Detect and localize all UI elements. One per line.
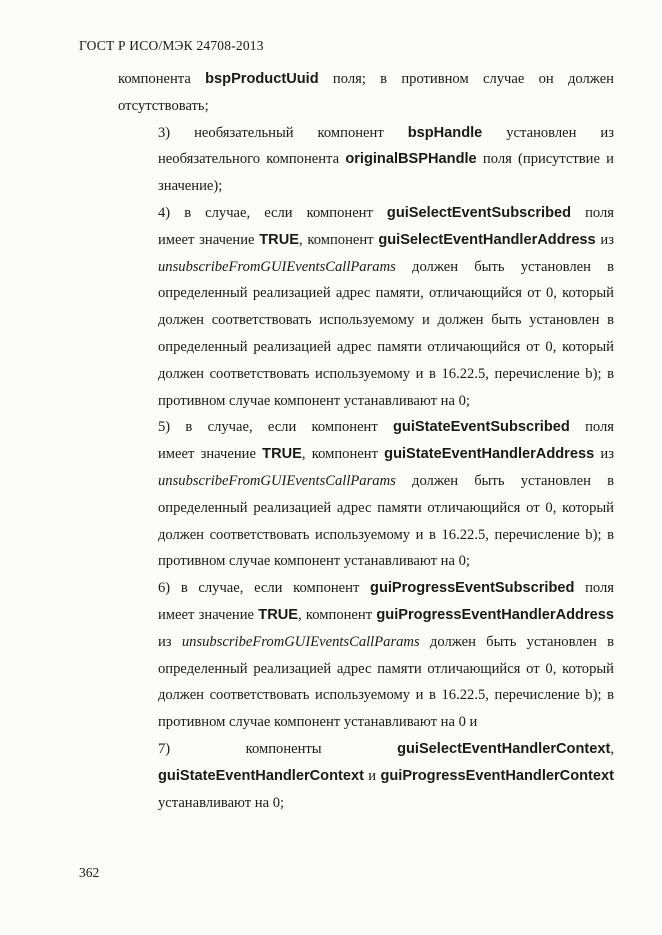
text-run: имеет значение [158, 446, 263, 463]
text-line [118, 307, 614, 334]
text-run: 4) в случае, если компонент [158, 204, 387, 221]
text-run: устанавливают на 0; [158, 794, 285, 811]
code-identifier: guiSelectEventHandlerAddress [378, 231, 596, 248]
text-line [118, 173, 614, 200]
text-run: поля [574, 580, 614, 597]
text-run: , компонент [301, 446, 385, 463]
paragraph-item-3 [118, 120, 614, 200]
text-line [118, 602, 614, 629]
code-identifier: TRUE [258, 606, 299, 623]
code-identifier: TRUE [259, 231, 299, 248]
text-run: должен соответствовать используемому и в 16.22.5, перечисление b); в [158, 526, 614, 543]
text-run: противном случае компонент устанавливают на 0 и [158, 714, 478, 731]
text-run: поля (присутствие и [476, 151, 614, 168]
text-run: противном случае компонент устанавливают на 0; [158, 392, 470, 409]
text-run: определенный реализацией адрес памяти отличающийся от 0, который [158, 338, 614, 355]
text-run: должен быть установлен в [419, 633, 615, 650]
text-line [118, 548, 614, 575]
text-run: и [363, 767, 381, 784]
text-run: должен соответствовать используемому и должен быть установлен в [158, 312, 614, 329]
text-line [118, 120, 614, 147]
document-body [118, 66, 614, 816]
text-line [118, 522, 614, 549]
code-identifier: guiStateEventHandlerContext [158, 767, 364, 784]
text-run: поля [569, 419, 614, 436]
text-run: , [610, 740, 614, 757]
text-line [118, 709, 614, 736]
text-line [118, 441, 614, 468]
text-line [118, 656, 614, 683]
text-line [118, 736, 614, 763]
text-run: значение); [158, 178, 223, 195]
text-line [118, 575, 614, 602]
text-line [118, 200, 614, 227]
code-identifier: guiSelectEventSubscribed [386, 204, 572, 221]
text-line [118, 468, 614, 495]
text-run: имеет значение [158, 231, 260, 248]
text-line [118, 388, 614, 415]
text-run: установлен из [482, 124, 614, 141]
text-run: должен соответствовать используемому и в 16.22.5, перечисление b); в [158, 365, 614, 382]
text-run: поля; в противном случае он должен [318, 71, 614, 87]
text-run: должен быть установлен в [395, 258, 614, 275]
text-run: из [158, 633, 182, 650]
text-line [118, 227, 614, 254]
paragraph-item-5 [118, 414, 614, 575]
italic-identifier: unsubscribeFromGUIEventsCallParams [158, 258, 396, 275]
text-line [118, 790, 614, 817]
text-run: поля [571, 204, 614, 221]
text-run: из [595, 231, 614, 248]
text-run: необязательного компонента [158, 151, 346, 168]
text-line [118, 414, 614, 441]
text-run: 7) компоненты [158, 740, 398, 757]
code-identifier: bspProductUuid [205, 71, 319, 87]
code-identifier: TRUE [262, 446, 302, 463]
text-line [118, 682, 614, 709]
text-run: определенный реализацией адрес памяти отличающийся от 0, который [158, 660, 614, 677]
text-line [118, 361, 614, 388]
text-run: отсутствовать; [118, 97, 209, 114]
text-run: должен быть установлен в [395, 472, 614, 489]
text-line [118, 146, 614, 173]
text-run: из [594, 446, 614, 463]
text-line [118, 280, 614, 307]
document-header: ГОСТ Р ИСО/МЭК 24708-2013 [79, 38, 264, 53]
paragraph-item-7 [118, 736, 614, 816]
code-identifier: guiStateEventHandlerAddress [384, 446, 595, 463]
code-identifier: guiSelectEventHandlerContext [397, 740, 611, 757]
code-identifier: guiStateEventSubscribed [393, 419, 570, 436]
text-line [118, 334, 614, 361]
text-run: противном случае компонент устанавливают на 0; [158, 553, 470, 570]
text-run: должен соответствовать используемому и в 16.22.5, перечисление b); в [158, 687, 614, 704]
text-run: компонента [118, 71, 206, 87]
text-line [118, 254, 614, 281]
text-run: определенный реализацией адрес памяти, отличающийся от 0, который [158, 285, 614, 302]
page-number: 362 [79, 865, 100, 880]
code-identifier: originalBSPHandle [345, 151, 477, 168]
code-identifier: guiProgressEventSubscribed [370, 580, 575, 597]
paragraph-1 [118, 66, 614, 120]
text-run: определенный реализацией адрес памяти отличающийся от 0, который [158, 499, 614, 516]
paragraph-item-6 [118, 575, 614, 736]
text-line [118, 495, 614, 522]
text-line [118, 66, 614, 93]
text-run: , компонент [298, 231, 379, 248]
text-run: 5) в случае, если компонент [158, 419, 394, 436]
italic-identifier: unsubscribeFromGUIEventsCallParams [158, 472, 396, 489]
text-line [118, 763, 614, 790]
code-identifier: guiProgressEventHandlerAddress [376, 606, 614, 623]
text-line [118, 93, 614, 120]
italic-identifier: unsubscribeFromGUIEventsCallParams [181, 633, 420, 650]
text-run: имеет значение [158, 606, 259, 623]
text-run: 6) в случае, если компонент [158, 580, 371, 597]
code-identifier: guiProgressEventHandlerContext [380, 767, 614, 784]
text-run: 3) необязательный компонент [158, 124, 408, 141]
text-run: , компонент [298, 606, 377, 623]
text-line [118, 629, 614, 656]
paragraph-item-4 [118, 200, 614, 414]
code-identifier: bspHandle [407, 124, 483, 141]
